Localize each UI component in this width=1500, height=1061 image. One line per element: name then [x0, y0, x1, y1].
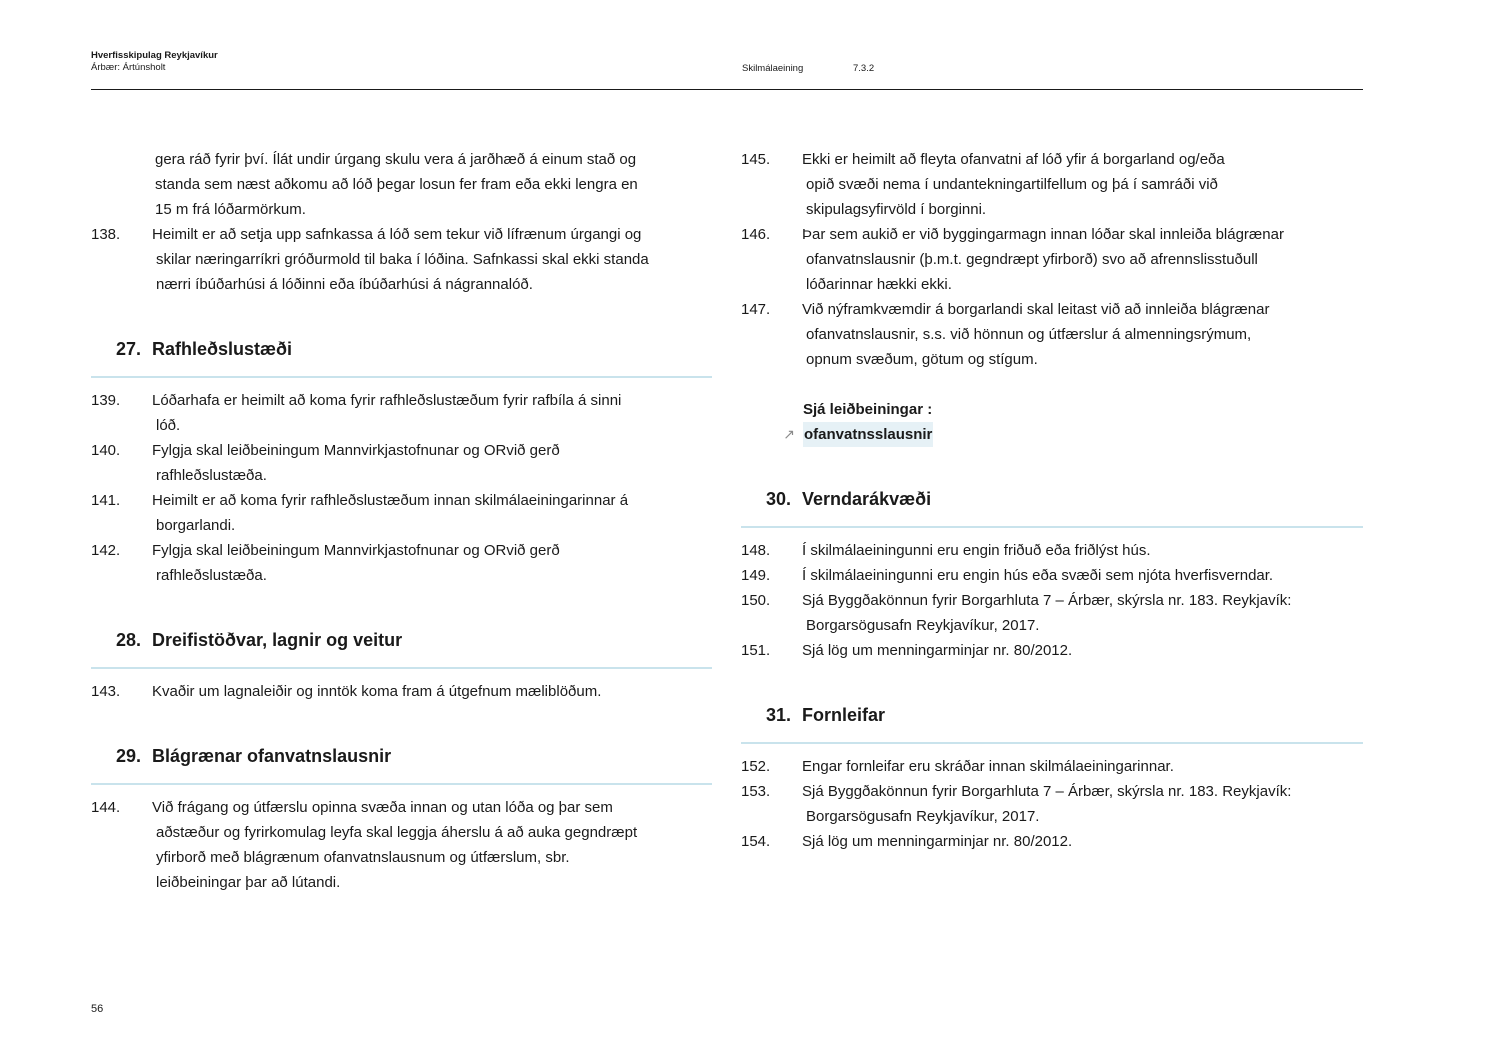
list-item [741, 829, 1363, 854]
item-text: Kvaðir um lagnaleiðir og inntök koma fram á útgefnum mæliblöðum. [152, 683, 602, 700]
item-number: 149. [741, 567, 771, 584]
continued-paragraph [91, 147, 712, 222]
list-item [741, 222, 1363, 297]
item-text: Fylgja skal leiðbeiningum Mannvirkjastofnunar og ORvið gerð [152, 542, 560, 559]
item-text: Sjá lög um menningarminjar nr. 80/2012. [802, 642, 1073, 659]
item-text: Þar sem aukið er við byggingarmagn innan lóðar skal innleiða blágrænar [802, 226, 1284, 243]
item-text: rafhleðslustæða. [156, 467, 267, 484]
section-heading [741, 487, 1363, 511]
section-heading [741, 703, 1363, 727]
left-column [91, 147, 712, 895]
item-number: 148. [741, 542, 771, 559]
list-item [741, 754, 1363, 779]
list-item [91, 438, 712, 488]
item-text: ofanvatnslausnir, s.s. við hönnun og útfærslur á almenningsrýmum, [806, 326, 1252, 343]
section-heading [91, 337, 712, 361]
document-subtitle: Árbær: Ártúnsholt [91, 62, 166, 73]
list-item [741, 588, 1363, 638]
item-text: borgarlandi. [156, 517, 236, 534]
continued-line: gera ráð fyrir því. Ílát undir úrgang skulu vera á jarðhæð á einum stað og [155, 151, 637, 168]
section-title: Blágrænar ofanvatnslausnir [152, 746, 392, 766]
item-number: 140. [91, 442, 121, 459]
item-number: 151. [741, 642, 771, 659]
item-text: Engar fornleifar eru skráðar innan skilmálaeiningarinnar. [802, 758, 1174, 775]
item-text: Lóðarhafa er heimilt að koma fyrir rafhleðslustæðum fyrir rafbíla á sinni [152, 392, 622, 409]
item-text: ofanvatnslausnir (þ.m.t. gegndræpt yfirborð) svo að afrennslisstuðull [806, 251, 1258, 268]
right-column [741, 147, 1363, 854]
section-title: Dreifistöðvar, lagnir og veitur [152, 630, 403, 650]
list-item [741, 638, 1363, 663]
section-number: 28. [116, 630, 142, 650]
list-item [91, 388, 712, 438]
item-number: 154. [741, 833, 771, 850]
section-number: 29. [116, 746, 142, 766]
item-number: 143. [91, 683, 121, 700]
external-link-arrow-icon: ↗ [783, 426, 795, 442]
continued-line: standa sem næst aðkomu að lóð þegar losun fer fram eða ekki lengra en [155, 176, 638, 193]
list-item [741, 147, 1363, 222]
item-number: 150. [741, 592, 771, 609]
section-heading [91, 628, 712, 652]
item-text: Borgarsögusafn Reykjavíkur, 2017. [806, 808, 1040, 825]
item-text: Sjá lög um menningarminjar nr. 80/2012. [802, 833, 1073, 850]
item-text: nærri íbúðarhúsi á lóðinni eða íbúðarhúsi á nágrannalóð. [156, 276, 533, 293]
item-text: lóð. [156, 417, 181, 434]
item-text: Við frágang og útfærslu opinna svæða innan og utan lóða og þar sem [152, 799, 613, 816]
section-divider [91, 783, 712, 785]
item-number: 141. [91, 492, 121, 509]
section-28 [91, 628, 712, 704]
item-text: opið svæði nema í undantekningartilfellum og þá í samráði við [806, 176, 1218, 193]
item-text: aðstæður og fyrirkomulag leyfa skal leggja áherslu á að auka gegndræpt [156, 824, 638, 841]
section-title: Fornleifar [802, 705, 886, 725]
item-text: Borgarsögusafn Reykjavíkur, 2017. [806, 617, 1040, 634]
section-divider [741, 526, 1363, 528]
list-item [91, 795, 712, 895]
item-text: opnum svæðum, götum og stígum. [806, 351, 1038, 368]
list-item [741, 538, 1363, 563]
section-number: 31. [766, 705, 792, 725]
list-item [91, 488, 712, 538]
guidelines-label: Sjá leiðbeiningar : [803, 401, 933, 418]
section-number: 27. [116, 339, 142, 359]
item-number: 152. [741, 758, 771, 775]
section-27 [91, 337, 712, 588]
list-item [91, 538, 712, 588]
section-29 [91, 744, 712, 895]
item-text: Við nýframkvæmdir á borgarlandi skal leitast við að innleiða blágrænar [802, 301, 1270, 318]
item-number: 139. [91, 392, 121, 409]
item-number: 147. [741, 301, 771, 318]
continued-line: 15 m frá lóðarmörkum. [155, 201, 306, 218]
section-title: Rafhleðslustæði [152, 339, 293, 359]
section-30 [741, 487, 1363, 663]
section-number: 30. [766, 489, 792, 509]
section-31 [741, 703, 1363, 854]
guidelines-link[interactable]: ofanvatnsslausnir [803, 422, 933, 447]
list-item [91, 222, 712, 297]
item-number: 138. [91, 226, 121, 243]
guidelines-reference [741, 397, 1363, 447]
item-text: skilar næringarríkri gróðurmold til baka í lóðina. Safnkassi skal ekki standa [156, 251, 649, 268]
item-number: 142. [91, 542, 121, 559]
item-text: yfirborð með blágrænum ofanvatnslausnum og útfærslum, sbr. [156, 849, 570, 866]
item-text: Fylgja skal leiðbeiningum Mannvirkjastofnunar og ORvið gerð [152, 442, 560, 459]
section-heading [91, 744, 712, 768]
item-number: 153. [741, 783, 771, 800]
list-item [741, 779, 1363, 829]
guidelines-link-row[interactable] [741, 422, 1363, 447]
item-number: 145. [741, 151, 771, 168]
item-text: leiðbeiningar þar að lútandi. [156, 874, 341, 891]
item-text: Sjá Byggðakönnun fyrir Borgarhluta 7 – Árbær, skýrsla nr. 183. Reykjavík: [802, 592, 1292, 609]
document-title: Hverfisskipulag Reykjavíkur [91, 50, 218, 61]
section-divider [741, 742, 1363, 744]
item-text: skipulagsyfirvöld í borginni. [806, 201, 987, 218]
section-divider [91, 667, 712, 669]
item-text: Í skilmálaeiningunni eru engin friðuð eða friðlýst hús. [802, 542, 1151, 559]
section-divider [91, 376, 712, 378]
header-section-number: 7.3.2 [853, 63, 875, 74]
item-text: Sjá Byggðakönnun fyrir Borgarhluta 7 – Árbær, skýrsla nr. 183. Reykjavík: [802, 783, 1292, 800]
list-item [91, 679, 712, 704]
item-text: rafhleðslustæða. [156, 567, 267, 584]
item-number: 146. [741, 226, 771, 243]
item-text: Heimilt er að setja upp safnkassa á lóð sem tekur við lífrænum úrgangi og [152, 226, 642, 243]
header-section-label: Skilmálaeining [742, 63, 804, 74]
item-number: 144. [91, 799, 121, 816]
header-divider [91, 89, 1363, 90]
item-text: Ekki er heimilt að fleyta ofanvatni af lóð yfir á borgarland og/eða [802, 151, 1225, 168]
page-number: 56 [91, 1003, 104, 1015]
list-item [741, 563, 1363, 588]
list-item [741, 297, 1363, 372]
item-text: Í skilmálaeiningunni eru engin hús eða svæði sem njóta hverfisverndar. [802, 567, 1274, 584]
section-title: Verndarákvæði [802, 489, 932, 509]
item-text: lóðarinnar hækki ekki. [806, 276, 952, 293]
item-text: Heimilt er að koma fyrir rafhleðslustæðum innan skilmálaeiningarinnar á [152, 492, 629, 509]
